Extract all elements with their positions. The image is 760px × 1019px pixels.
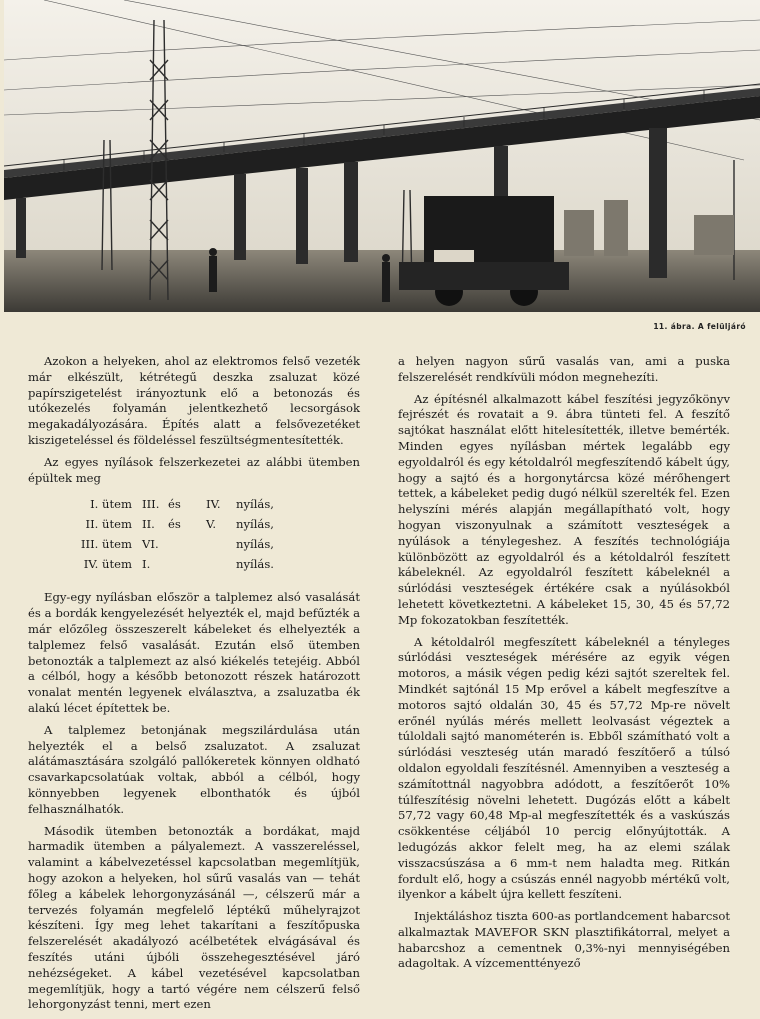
schedule-row (70, 496, 300, 516)
schedule-stage: IV. ütem (83, 557, 132, 572)
schedule-span-b (206, 536, 236, 556)
schedule-conjunction: és (168, 517, 181, 532)
paragraph: Injektáláshoz tiszta 600-as portlandcement habarcsot alkalmaztak MAVEFOR SKN plasztifikátorral, melyet a habarcshoz a cementnek 0,3%-nyi mennyiségében adagoltak. A vízcementtényező (398, 909, 730, 971)
schedule-stage: II. ütem (85, 517, 132, 532)
schedule-span-b (206, 556, 236, 576)
schedule-span-a: VI. (142, 537, 159, 552)
paragraph: Második ütemben betonozták a bordákat, majd harmadik ütemben a pályalemezt. A vasszereléssel, valamint a kábelvezetéssel kapcsolatban megemlítjük, hogy azokon a helyeken, hol sűrű vasalás van — tehát főleg a kábelek lehorgonyzásánál —, célszerű már a tervezés folyamán megfelelő léptékű műhelyrajzot készíteni. Így meg lehet takarítani a feszítőpuska felszerelését akadályozó acélbetétek elvágásával és feszítés utáni újbóli összehegesztésével járó nehézségeket. A kábel vezetésével kapcsolatban megemlítjük, hogy a tartó végére nem célszerű felső lehorgonyzást tenni, mert ezen (28, 823, 360, 1012)
schedule-label: nyílás, (236, 537, 274, 552)
schedule-span-b: IV. (206, 497, 221, 512)
overpass-photo (4, 0, 760, 312)
schedule-span-a: II. (142, 517, 155, 532)
schedule-label: nyílás. (236, 557, 274, 572)
schedule-stage: I. ütem (90, 497, 132, 512)
paragraph: A talplemez betonjának megszilárdulása után helyezték el a belső zsaluzatot. A zsaluzat alátámasztására szolgáló pallókeretek könnyen oldható csavarkapcsolatúak voltak, abból a célból, hogy könnyebben legyenek elbonthatók és újból felhasználhatók. (28, 722, 360, 816)
paragraph: Egy-egy nyílásban először a talplemez alsó vasalását és a bordák kengyelezését helyezték el, majd befűzték a már előzőleg összeszerelt kábeleket és elhelyezték a talplemez felső vasalását. Ezután első ütemben betonozták a talplemezt az alsó kiékelés tetejéig. Abból a célból, hogy a később betonozott részek határozott vonalat mentén legyenek elválasztva, a zsaluzatba ék alakú lécet építettek be. (28, 590, 360, 715)
schedule-row (70, 556, 300, 576)
paragraph: Az építésnél alkalmazott kábel feszítési jegyzőkönyv fejrészét és rovatait a 9. ábra tünteti fel. A feszítő sajtókat használat előtt hitelesítették, illetve bemérték. Minden egyes nyílásban mértek legalább egy egyoldalról és egy kétoldalról megfeszítendő kábelt úgy, hogy a sajtó és a horgonytárcsa közé mérőhengert tettek, a kábeleket pedig dugó nélkül szerelték fel. Ezen helyszíni mérés alapján megállapítható volt, hogy hogyan viszonyulnak a számított veszteségek a nyúlások a ténylegeshez. A feszítés technológiája különbözött az egyoldalról és a kétoldalról feszített kábeleknél. Az egyoldalról feszített kábeleknél a súrlódási veszteségek értékére csak a nyúlásokból lehetett következtetni. A kábeleket 15, 30, 45 és 57,72 Mp fokozatokban feszítették. (398, 391, 730, 627)
schedule-row (70, 516, 300, 536)
schedule-label: nyílás, (236, 497, 274, 512)
schedule-span-a: III. (142, 497, 160, 512)
left-column (28, 354, 360, 1019)
schedule-row (70, 536, 300, 556)
schedule-conjunction (168, 556, 206, 576)
construction-schedule-table (70, 496, 300, 576)
schedule-span-a: I. (142, 557, 151, 572)
schedule-conjunction: és (168, 497, 181, 512)
schedule-stage: III. ütem (80, 537, 132, 552)
schedule-conjunction (168, 536, 206, 556)
paragraph: a helyen nagyon sűrű vasalás van, ami a puska felszerelését rendkívüli módon megnehezíti. (398, 354, 730, 384)
paragraph: Azokon a helyeken, ahol az elektromos felső vezeték már elkészült, kétrétegű deszka zsaluzat közé papírszigetelést irányoztunk elő a betonozás és utókezelés folyamán jelentkezhető lecsorgások megakadályozására. Építés alatt a felsővezetéket kiszigeteléssel és földeléssel feszültségmentesítették. (28, 354, 360, 447)
figure-caption: 11. ábra. A felüljáró (653, 322, 746, 331)
schedule-label: nyílás, (236, 517, 274, 532)
paragraph: A kétoldalról megfeszített kábeleknél a tényleges súrlódási veszteségek mérésére az egyik végen motoros, a másik végen pedig kézi sajtót szereltek fel. Mindkét sajtónál 15 Mp erővel a kábelt megfeszítve a motoros sajtó oldalán 30, 45 és 57,72 Mp-re növelt erőnél nyúlás mérés mellett leolvasást végeztek a túloldali sajtó manométerén is. Ebből számítható volt a súrlódási veszteség után maradó feszítőerő a túlsó oldalon egyoldali feszítésnél. Amennyiben a veszteség a számítottnál nagyobbra adódott, a feszítőerőt 10% túlfeszítésig növelni lehetett. Dugózás előtt a kábelt 57,72 vagy 60,48 Mp-al megfeszítették és a vaskúszás csökkentése céljából 10 percig előnyújtották. A ledugózás akkor felelt meg, ha az elemi szálak visszacsúszása a 6 mm-t nem haladta meg. Ritkán fordult elő, hogy a csúszás ennél nagyobb mértékű volt, ilyenkor a kábelt újra kellett feszíteni. (398, 634, 730, 902)
schedule-span-b: V. (206, 517, 217, 532)
right-column (398, 354, 730, 978)
paragraph: Az egyes nyílások felszerkezetei az alábbi ütemben épültek meg (28, 454, 360, 485)
